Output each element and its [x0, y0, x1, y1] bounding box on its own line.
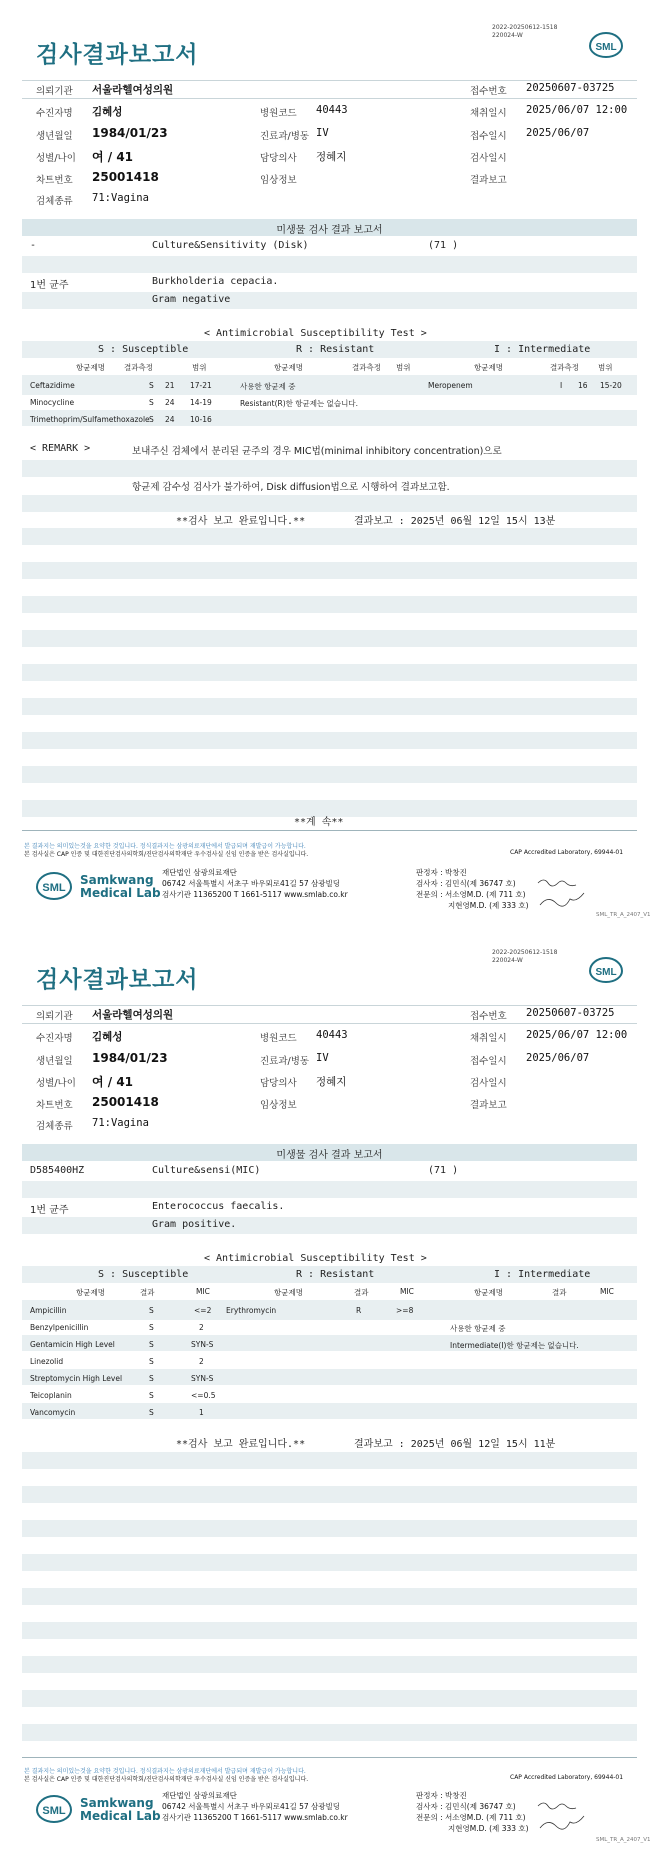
- col-drug-2: 항균제명: [274, 363, 303, 372]
- completion-text: **검사 보고 완료입니다.**: [176, 516, 306, 527]
- label-clinical-2: 임상정보: [260, 1100, 297, 1111]
- company-phone-p2: 검사기관 11365200 T 1661-5117 www.smlab.co.kr: [162, 1813, 348, 1822]
- p2-row-6-res: S: [149, 1391, 154, 1400]
- sexage-value: 여 / 41: [92, 150, 134, 164]
- brand-name: [80, 874, 161, 900]
- specialist-2-p2: 지현영M.D. (제 333 호): [448, 1824, 529, 1833]
- col-interp-3: 결과측정: [550, 363, 579, 372]
- label-sexage: 성별/나이: [36, 153, 76, 164]
- label-collect-date: 채취일시: [470, 108, 507, 119]
- label-hospital-code: 병원코드: [260, 108, 297, 119]
- organism-name: Burkholderia cepacia.: [152, 276, 279, 287]
- form-code: SML_TR_A_2407_V1: [596, 912, 651, 918]
- specimen-code: (71 ): [428, 240, 459, 251]
- label-institution: 의뢰기관: [36, 86, 73, 97]
- doctor-value: 정혜지: [316, 151, 347, 163]
- ast-title: < Antimicrobial Susceptibility Test >: [204, 328, 427, 339]
- col-range: 범위: [192, 363, 207, 372]
- right-drug-name: Meropenem: [428, 381, 473, 390]
- p2-row-6-mic: <=0.5: [191, 1391, 216, 1400]
- birth-value-2: 1984/01/23: [92, 1051, 168, 1065]
- col-drug-3-p2: 항균제명: [474, 1288, 503, 1297]
- label-report-date-2: 결과보고: [470, 1100, 507, 1111]
- specimen-value-2: 71:Vagina: [92, 1117, 149, 1129]
- label-chart-2: 차트번호: [36, 1100, 73, 1111]
- p2-row-2-mic: 2: [199, 1323, 204, 1332]
- test-name-2: Culture&sensi(MIC): [152, 1165, 261, 1176]
- brand-name-2: [80, 1797, 161, 1823]
- signatories-2: [416, 1790, 529, 1834]
- hospital-code-value: 40443: [316, 104, 348, 116]
- completion-text-2: **검사 보고 완료입니다.**: [176, 1439, 306, 1450]
- label-specimen: 검체종류: [36, 196, 73, 207]
- test-code: -: [30, 240, 37, 251]
- label-patient-2: 수진자명: [36, 1033, 73, 1044]
- receipt-date-value: 2025/06/07: [526, 127, 590, 139]
- company-info: [162, 867, 348, 900]
- label-test-date: 검사일시: [470, 153, 507, 164]
- reporter-p2: 판정자 : 박창진: [416, 1791, 467, 1800]
- label-test-date-2: 검사일시: [470, 1078, 507, 1089]
- col-mic-p2: MIC: [196, 1287, 210, 1296]
- patient-value: 김혜성: [92, 106, 123, 118]
- label-specimen-2: 검체종류: [36, 1121, 73, 1132]
- p2-row-1-drug: Ampicillin: [30, 1306, 67, 1315]
- legend-resistant: R : Resistant: [296, 344, 375, 355]
- test-name: Culture&Sensitivity (Disk): [152, 240, 309, 251]
- company-name: 재단법인 삼광의료재단: [162, 868, 237, 877]
- organism-label: 1번 균주: [30, 280, 69, 291]
- col-interp: 결과측정: [124, 363, 153, 372]
- sml-logo-icon-2: [586, 955, 626, 985]
- col-drug-3: 항균제명: [474, 363, 503, 372]
- drug-row-3-val: 24: [165, 415, 175, 424]
- document-id-2: [492, 949, 557, 965]
- specialist-1: 전문의 : 서소영M.D. (제 711 호): [416, 890, 526, 899]
- label-doctor-2: 담당의사: [260, 1078, 297, 1089]
- report-time: 결과보고 : 2025년 06월 12일 15시 13분: [354, 516, 556, 527]
- institution-value-2: 서울라헬여성의원: [92, 1009, 174, 1021]
- drug-row-1-name: Ceftazidime: [30, 381, 75, 390]
- doc-id-2-p2: 220024-W: [492, 957, 523, 964]
- section-title: 미생물 검사 결과 보고서: [276, 225, 383, 236]
- doc-id-1: 2022-20250612-1518: [492, 24, 558, 31]
- p2-row-6-drug: Teicoplanin: [30, 1391, 72, 1400]
- p2-row-1-res: S: [149, 1306, 154, 1315]
- dept-value-2: IV: [316, 1052, 329, 1064]
- p2-row-5-res: S: [149, 1374, 154, 1383]
- collect-date-value: 2025/06/07 12:00: [526, 104, 628, 116]
- col-mic-2-p2: MIC: [400, 1287, 414, 1296]
- p2-row-3-mic: SYN-S: [191, 1340, 214, 1349]
- company-phone: 검사기관 11365200 T 1661-5117 www.smlab.co.kr: [162, 890, 348, 899]
- p2-row-4-mic: 2: [199, 1357, 204, 1366]
- drug-row-1-range: 17-21: [190, 381, 212, 390]
- notice-line-1-p2: 본 결과지는 의미있는것을 요약한 것입니다. 정식결과지는 삼광의료재단에서 발급되며 재발급이 가능합니다.: [24, 1768, 306, 1775]
- tester: 검사자 : 김민식(제 36747 호): [416, 879, 516, 888]
- company-address: 06742 서울특별시 서초구 바우뫼로41길 57 삼광빌딩: [162, 879, 341, 888]
- remark-label: < REMARK >: [30, 443, 91, 454]
- p2-row-4-res: S: [149, 1357, 154, 1366]
- p2-row-5-drug: Streptomycin High Level: [30, 1374, 123, 1383]
- form-code-2: SML_TR_A_2407_V1: [596, 1837, 651, 1843]
- organism-label-2: 1번 균주: [30, 1205, 69, 1216]
- col-range-2: 범위: [396, 363, 411, 372]
- collect-date-value-2: 2025/06/07 12:00: [526, 1029, 628, 1041]
- organism-name-2: Enterococcus faecalis.: [152, 1201, 285, 1212]
- svg-text:SML: SML: [595, 42, 617, 53]
- receipt-no-value: 20250607-03725: [526, 82, 615, 94]
- notice-line-2: 본 검사실은 CAP 인증 및 대한진단검사의학회/진단검사의학재단 우수검사실 신임 인증을 받은 검사실입니다.: [24, 851, 309, 858]
- drug-row-3-range: 10-16: [190, 415, 212, 424]
- drug-row-3-res: S: [149, 415, 154, 424]
- cap-text-p2: CAP Accredited Laboratory, 69944-01: [510, 1774, 624, 1781]
- p2-row-7-res: S: [149, 1408, 154, 1417]
- col-result-p2: 결과: [140, 1288, 155, 1297]
- p2-row-1-mic: <=2: [194, 1306, 212, 1315]
- doc-id-2: 220024-W: [492, 32, 523, 39]
- label-birth: 생년월일: [36, 131, 73, 142]
- institution-value: 서울라헬여성의원: [92, 84, 174, 96]
- specialist-1-p2: 전문의 : 서소영M.D. (제 711 호): [416, 1813, 526, 1822]
- p2-row-3-res: S: [149, 1340, 154, 1349]
- test-code-2: D585400HZ: [30, 1165, 85, 1176]
- company-info-2: [162, 1790, 348, 1823]
- p2-note-no-intermediate: Intermediate(I)한 항균제는 없습니다.: [450, 1341, 579, 1350]
- chart-value: 25001418: [92, 170, 159, 184]
- label-patient: 수진자명: [36, 108, 73, 119]
- report-page-2: [0, 925, 655, 1850]
- brand-line-2: Medical Lab: [80, 886, 161, 900]
- label-institution-2: 의뢰기관: [36, 1011, 73, 1022]
- continue-text: **계 속**: [294, 817, 344, 828]
- label-receipt-date-2: 접수일시: [470, 1056, 507, 1067]
- col-drug-2-p2: 항균제명: [274, 1288, 303, 1297]
- hospital-code-value-2: 40443: [316, 1029, 348, 1041]
- signature-icon-2: [536, 1798, 606, 1838]
- drug-row-1-res: S: [149, 381, 154, 390]
- col-mic-3-p2: MIC: [600, 1287, 614, 1296]
- p2-note-used-drugs: 사용한 항균제 중: [450, 1324, 506, 1333]
- p2-row-7-drug: Vancomycin: [30, 1408, 76, 1417]
- legend-susceptible-2: S : Susceptible: [98, 1269, 189, 1280]
- col-drug: 항균제명: [76, 363, 105, 372]
- drug-row-2-range: 14-19: [190, 398, 212, 407]
- label-chart: 차트번호: [36, 175, 73, 186]
- remark-line-2: 항균제 감수성 검사가 불가하여, Disk diffusion법으로 시행하여 결과보고함.: [132, 482, 450, 493]
- specialist-2: 지현영M.D. (제 333 호): [448, 901, 529, 910]
- svg-text:SML: SML: [595, 967, 617, 978]
- sml-footer-logo-icon-2: [34, 1793, 74, 1827]
- cap-text: CAP Accredited Laboratory, 69944-01: [510, 849, 624, 856]
- col-interp-2: 결과측정: [352, 363, 381, 372]
- label-receipt-date: 접수일시: [470, 131, 507, 142]
- right-drug-val: 16: [578, 381, 588, 390]
- p2-mid-mic: >=8: [396, 1306, 414, 1315]
- remark-line-1: 보내주신 검체에서 분리된 균주의 경우 MIC법(minimal inhibitory concentration)으로: [132, 446, 502, 457]
- p2-row-5-mic: SYN-S: [191, 1374, 214, 1383]
- ast-title-2: < Antimicrobial Susceptibility Test >: [204, 1253, 427, 1264]
- right-drug-range: 15-20: [600, 381, 622, 390]
- legend-susceptible: S : Susceptible: [98, 344, 189, 355]
- doc-id-1-p2: 2022-20250612-1518: [492, 949, 558, 956]
- brand-line-2-p2: Medical Lab: [80, 1809, 161, 1823]
- legend-intermediate: I : Intermediate: [494, 344, 591, 355]
- drug-row-2-name: Minocycline: [30, 398, 75, 407]
- note-no-resistant: Resistant(R)한 항균제는 없습니다.: [240, 399, 359, 408]
- page-title-2: 검사결과보고서: [36, 967, 199, 993]
- drug-row-1-val: 21: [165, 381, 175, 390]
- tester-p2: 검사자 : 김민식(제 36747 호): [416, 1802, 516, 1811]
- dept-value: IV: [316, 127, 329, 139]
- chart-value-2: 25001418: [92, 1095, 159, 1109]
- label-collect-date-2: 채취일시: [470, 1033, 507, 1044]
- legend-intermediate-2: I : Intermediate: [494, 1269, 591, 1280]
- report-time-2: 결과보고 : 2025년 06월 12일 15시 11분: [354, 1439, 556, 1450]
- col-result-2-p2: 결과: [354, 1288, 369, 1297]
- legend-resistant-2: R : Resistant: [296, 1269, 375, 1280]
- brand-line-1: Samkwang: [80, 873, 154, 887]
- p2-row-2-drug: Benzylpenicillin: [30, 1323, 89, 1332]
- receipt-no-value-2: 20250607-03725: [526, 1007, 615, 1019]
- brand-line-1-p2: Samkwang: [80, 1796, 154, 1810]
- svg-text:SML: SML: [42, 1805, 66, 1817]
- section-title-2: 미생물 검사 결과 보고서: [276, 1150, 383, 1161]
- specimen-value: 71:Vagina: [92, 192, 149, 204]
- col-result-3-p2: 결과: [552, 1288, 567, 1297]
- label-sexage-2: 성별/나이: [36, 1078, 76, 1089]
- document-id: [492, 24, 557, 40]
- note-used-drugs: 사용한 항균제 중: [240, 382, 296, 391]
- label-dept: 진료과/병동: [260, 131, 310, 142]
- label-report-date: 결과보고: [470, 175, 507, 186]
- specimen-code-2: (71 ): [428, 1165, 459, 1176]
- gram-stain: Gram negative: [152, 294, 231, 305]
- label-receipt-no-2: 접수번호: [470, 1011, 507, 1022]
- sml-footer-logo-icon: [34, 870, 74, 904]
- birth-value: 1984/01/23: [92, 126, 168, 140]
- company-address-p2: 06742 서울특별시 서초구 바우뫼로41길 57 삼광빌딩: [162, 1802, 341, 1811]
- doctor-value-2: 정혜지: [316, 1076, 347, 1088]
- reporter: 판정자 : 박창진: [416, 868, 467, 877]
- receipt-date-value-2: 2025/06/07: [526, 1052, 590, 1064]
- drug-row-3-name: Trimethoprim/Sulfamethoxazole: [30, 415, 150, 424]
- label-doctor: 담당의사: [260, 153, 297, 164]
- page-title: 검사결과보고서: [36, 42, 199, 68]
- company-name-p2: 재단법인 삼광의료재단: [162, 1791, 237, 1800]
- p2-row-2-res: S: [149, 1323, 154, 1332]
- signatories: [416, 867, 529, 911]
- notice-line-1: 본 결과지는 의미있는것을 요약한 것입니다. 정식결과지는 삼광의료재단에서 발급되며 재발급이 가능합니다.: [24, 843, 306, 850]
- p2-mid-drug: Erythromycin: [226, 1306, 277, 1315]
- p2-row-7-mic: 1: [199, 1408, 204, 1417]
- label-dept-2: 진료과/병동: [260, 1056, 310, 1067]
- label-clinical: 임상정보: [260, 175, 297, 186]
- p2-row-3-drug: Gentamicin High Level: [30, 1340, 115, 1349]
- p2-row-4-drug: Linezolid: [30, 1357, 64, 1366]
- patient-value-2: 김혜성: [92, 1031, 123, 1043]
- label-birth-2: 생년월일: [36, 1056, 73, 1067]
- svg-text:SML: SML: [42, 882, 66, 894]
- gram-stain-2: Gram positive.: [152, 1219, 237, 1230]
- p2-mid-res: R: [356, 1306, 362, 1315]
- signature-icon: [536, 875, 606, 915]
- label-hospital-code-2: 병원코드: [260, 1033, 297, 1044]
- sml-logo-icon: [586, 30, 626, 60]
- col-drug-p2: 항균제명: [76, 1288, 105, 1297]
- label-receipt-no: 접수번호: [470, 86, 507, 97]
- sexage-value-2: 여 / 41: [92, 1075, 134, 1089]
- notice-line-2-p2: 본 검사실은 CAP 인증 및 대한진단검사의학회/진단검사의학재단 우수검사실 신임 인증을 받은 검사실입니다.: [24, 1776, 309, 1783]
- right-drug-res: I: [560, 381, 563, 390]
- col-range-3: 범위: [598, 363, 613, 372]
- drug-row-2-res: S: [149, 398, 154, 407]
- drug-row-2-val: 24: [165, 398, 175, 407]
